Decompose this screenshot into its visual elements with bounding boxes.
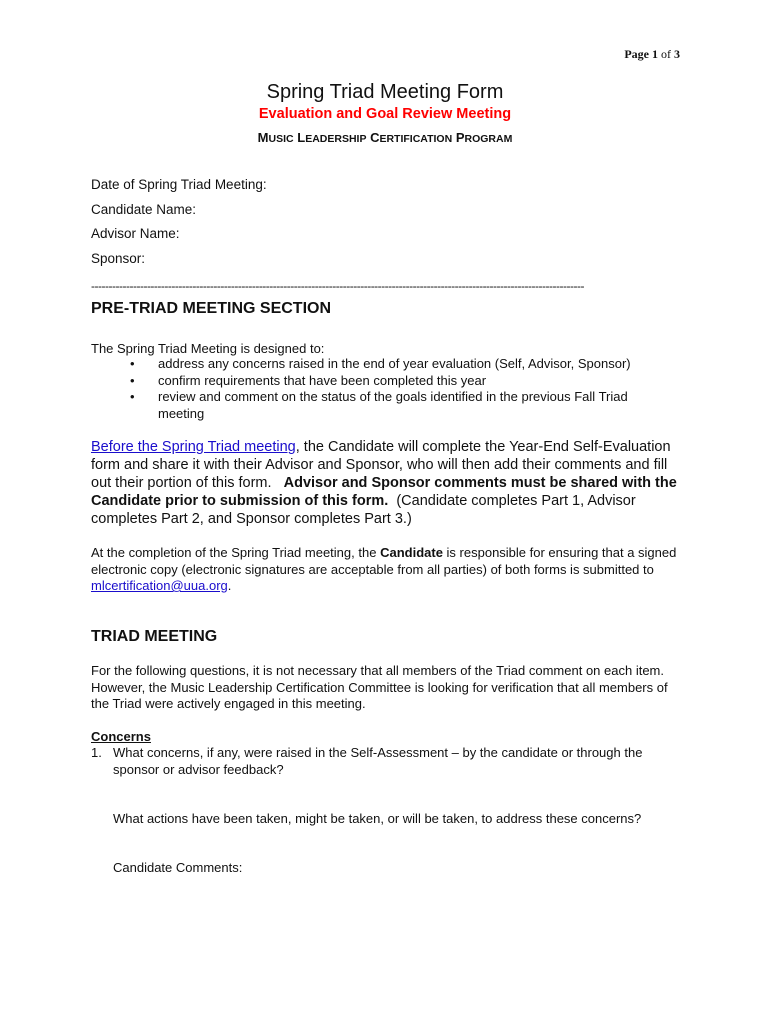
- pre-triad-heading: PRE-TRIAD MEETING SECTION: [91, 300, 332, 317]
- form-title: Spring Triad Meeting Form: [266, 81, 504, 103]
- candidate-comments-label: Candidate Comments:: [113, 860, 243, 875]
- list-item: • confirm requirements that have been completed this year: [130, 372, 487, 388]
- list-item: • address any concerns raised in the end of year evaluation (Self, Advisor, Sponsor): [130, 356, 631, 371]
- question-number: 1.: [91, 745, 102, 760]
- before-meeting-link[interactable]: Before the Spring Triad meeting: [91, 439, 296, 455]
- page-number: [624, 47, 680, 62]
- question-text: What concerns, if any, were raised in the Self-Assessment – by the candidate or through the sponsor or advisor feedback?: [113, 745, 643, 777]
- page-label: Page: [624, 47, 649, 61]
- completion-instructions: At the completion of the Spring Triad meeting, the Candidate is responsible for ensuring that a signed electronic copy (electronic signatures are acceptable from all parties) of both forms is submitted to mlcertification@uua.org.: [91, 545, 677, 593]
- bullet-icon: •: [130, 356, 135, 371]
- triad-intro: For the following questions, it is not necessary that all members of the Triad comment on each item. However, the Music Leadership Certification Committee is looking for verification that all members of the Triad were actively engaged in this meeting.: [91, 663, 668, 711]
- pre-triad-instructions: Before the Spring Triad meeting, the Candidate will complete the Year-End Self-Evaluation form and share it with their Advisor and Sponsor, who will then add their comments and fill out their portion of this form. Advisor and Sponsor comments must be shared with the Candidate prior to submission of this form. (Candidate completes Part 1, Advisor completes Part 2, and Sponsor completes Part 3.): [91, 439, 677, 527]
- page-of: of: [661, 47, 671, 61]
- bullet-icon: •: [130, 389, 135, 404]
- page-total: 3: [674, 47, 680, 61]
- email-link[interactable]: mlcertification@uua.org: [91, 578, 228, 593]
- list-item: • review and comment on the status of the goals identified in the previous Fall Triad meeting: [130, 389, 628, 421]
- program-name: MUSIC LEADERSHIP CERTIFICATION PROGRAM: [257, 130, 513, 145]
- pre-triad-bullet-list: [130, 356, 670, 422]
- advisor-name-label: Advisor Name:: [91, 226, 180, 241]
- concerns-heading: Concerns: [91, 729, 151, 744]
- triad-meeting-heading: TRIAD MEETING: [91, 628, 218, 645]
- sharing-requirement: Advisor and Sponsor comments must be shared with the Candidate prior to submission of this form.: [91, 475, 677, 509]
- candidate-name-label: Candidate Name:: [91, 202, 197, 217]
- date-field-label: Date of Spring Triad Meeting:: [91, 177, 267, 192]
- dashed-separator: ---------------------------------------------------------------------------------------------------------------------------------------------: [91, 279, 584, 293]
- page-current: 1: [652, 47, 658, 61]
- bullet-icon: •: [130, 372, 135, 388]
- sponsor-label: Sponsor:: [91, 251, 146, 266]
- form-subtitle: Evaluation and Goal Review Meeting: [258, 106, 512, 122]
- question-1-followup: What actions have been taken, might be taken, or will be taken, to address these concerns?: [113, 811, 642, 826]
- pre-triad-intro: The Spring Triad Meeting is designed to:: [91, 341, 325, 356]
- question-1: [91, 745, 686, 778]
